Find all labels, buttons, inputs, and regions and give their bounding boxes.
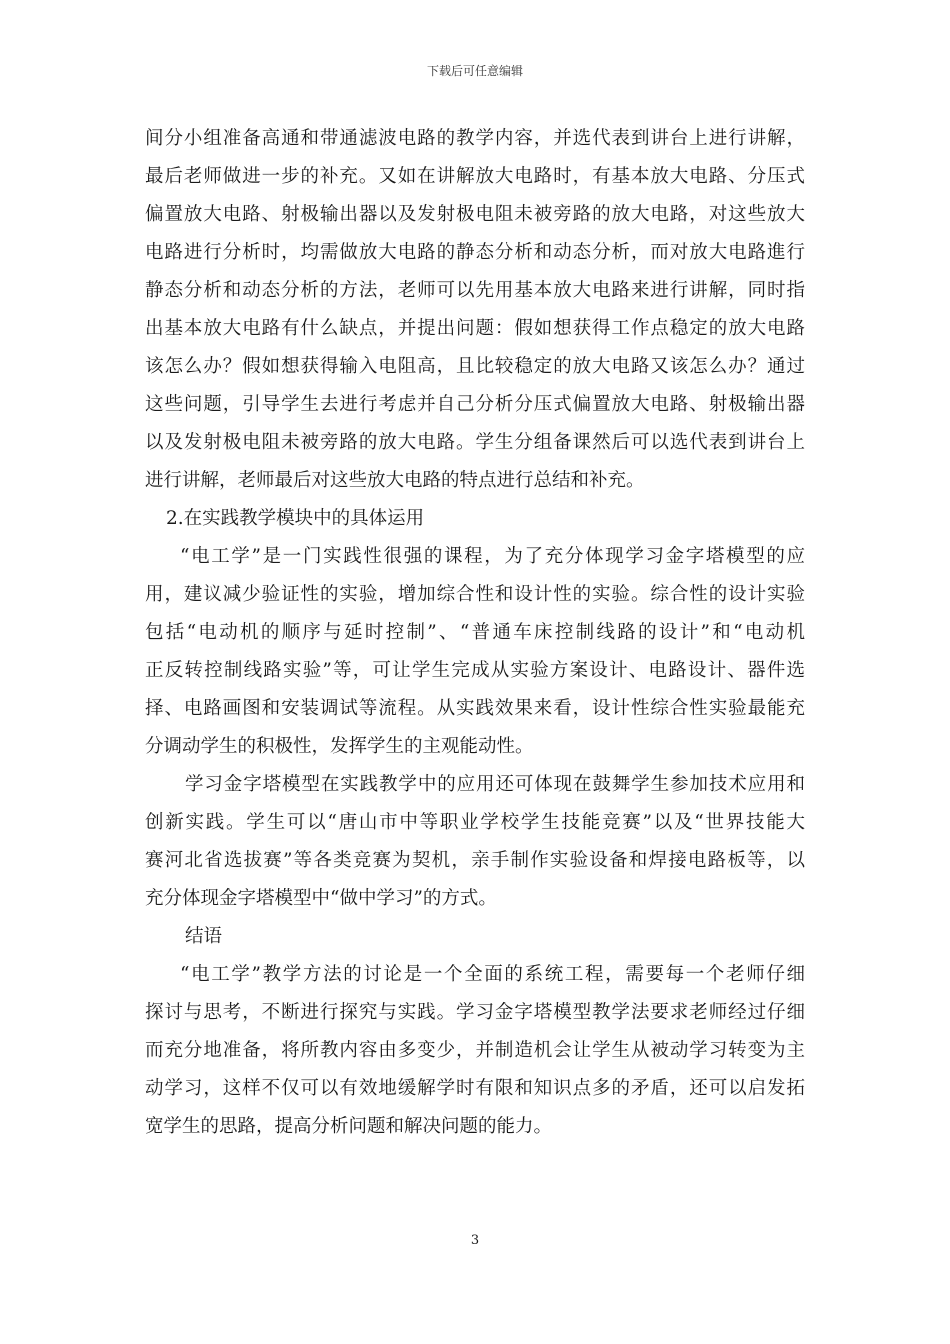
body-line: 分调动学生的积极性，发挥学生的主观能动性。 xyxy=(145,736,534,757)
body-line: 学习金字塔模型在实践教学中的应用还可体现在鼓舞学生参加技术应用和 xyxy=(185,774,805,795)
page-header: 下载后可任意编辑 xyxy=(426,64,523,78)
body-line: 充分体现金字塔模型中“做中学习”的方式。 xyxy=(145,888,497,909)
body-line: 正反转控制线路实验”等，可让学生完成从实验方案设计、电路设计、器件选 xyxy=(145,660,805,681)
body-line: 间分小组准备高通和带通滤波电路的教学内容，并选代表到讲台上进行讲解， xyxy=(145,128,805,149)
body-line: 这些问题，引导学生去进行考虑并自己分析分压式偏置放大电路、射极输出器 xyxy=(145,394,805,415)
body-line: 赛河北省选拔赛”等各类竞赛为契机，亲手制作实验设备和焊接电路板等，以 xyxy=(145,850,805,871)
body-line: 用，建议减少验证性的实验，增加综合性和设计性的实验。综合性的设计实验 xyxy=(145,584,805,605)
body-line: 静态分析和动态分析的方法，老师可以先用基本放大电路来进行讲解，同时指 xyxy=(145,280,805,301)
body-line: “电工学”是一门实践性很强的课程，为了充分体现学习金字塔模型的应 xyxy=(180,546,805,567)
body-line: 进行讲解，老师最后对这些放大电路的特点进行总结和补充。 xyxy=(145,470,645,491)
body-line: 偏置放大电路、射极输出器以及发射极电阻未被旁路的放大电路，对这些放大 xyxy=(145,204,805,225)
body-line: 宽学生的思路，提高分析问题和解决问题的能力。 xyxy=(145,1116,553,1137)
body-line: 创新实践。学生可以“唐山市中等职业学校学生技能竞赛”以及“世界技能大 xyxy=(145,812,805,833)
body-line: 包括“电动机的顺序与延时控制”、“普通车床控制线路的设计”和“电动机 xyxy=(145,622,805,643)
page-number: 3 xyxy=(470,1233,480,1248)
section-heading: 结语 xyxy=(185,926,223,947)
body-line: 最后老师做进一步的补充。又如在讲解放大电路时，有基本放大电路、分压式 xyxy=(145,166,805,187)
body-line: 电路进行分析时，均需做放大电路的静态分析和动态分析，而对放大电路進行 xyxy=(145,242,805,263)
body-line: 探讨与思考，不断进行探究与实践。学习金字塔模型教学法要求老师经过仔细 xyxy=(145,1002,805,1023)
section-heading: 2.在实践教学模块中的具体运用 xyxy=(166,508,425,529)
body-line: “电工学”教学方法的讨论是一个全面的系统工程，需要每一个老师仔细 xyxy=(180,964,805,985)
body-line: 而充分地准备，将所教内容由多变少，并制造机会让学生从被动学习转变为主 xyxy=(145,1040,805,1061)
body-line: 以及发射极电阻未被旁路的放大电路。学生分组备课然后可以选代表到讲台上 xyxy=(145,432,805,453)
body-line: 该怎么办？假如想获得输入电阻高，且比较稳定的放大电路又该怎么办？通过 xyxy=(145,356,805,377)
body-line: 择、电路画图和安装调试等流程。从实践效果来看，设计性综合性实验最能充 xyxy=(145,698,805,719)
body-line: 动学习，这样不仅可以有效地缓解学时有限和知识点多的矛盾，还可以启发拓 xyxy=(145,1078,805,1099)
body-line: 出基本放大电路有什么缺点，并提出问题：假如想获得工作点稳定的放大电路 xyxy=(145,318,805,339)
